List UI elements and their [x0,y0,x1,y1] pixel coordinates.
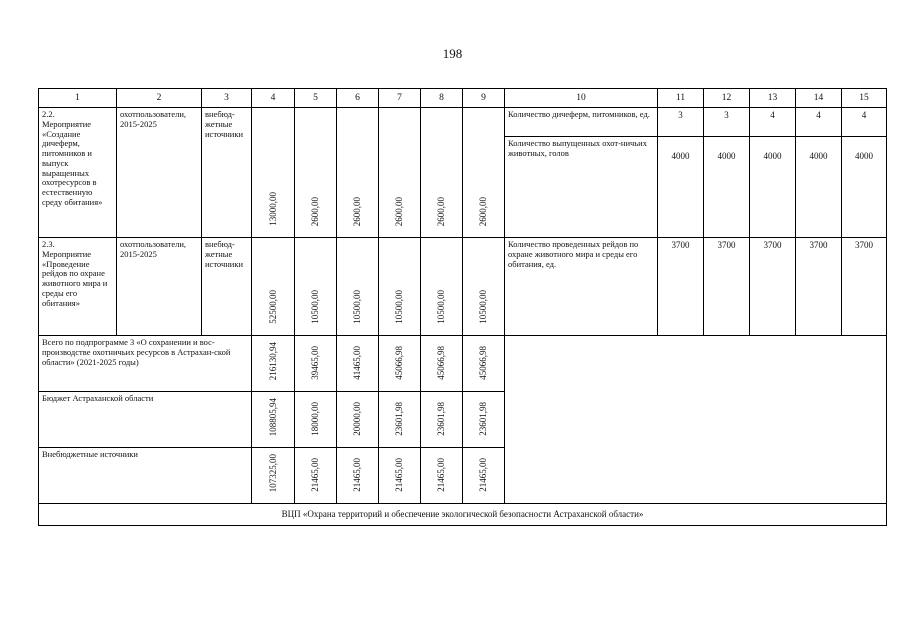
indicator-value: 4000 [796,137,842,238]
col-header: 15 [842,89,887,108]
total-row [39,336,887,392]
amount-cell [421,392,463,448]
indicator-value: 3700 [658,238,704,336]
amount-value: 45066,98 [436,346,447,381]
executor-cell: охотпользователи, 2015-2025 [117,238,202,336]
amount-cell [421,448,463,504]
column-number-row [39,89,887,108]
amount-value: 216130,94 [267,341,278,381]
indicator-name: Количество дичеферм, питомников, ед. [505,108,658,137]
table-row [39,108,887,137]
amount-cell [379,448,421,504]
col-header: 4 [252,89,295,108]
amount-value: 45066,98 [478,346,489,381]
program-title: ВЦП «Охрана территорий и обеспечение экологической безопасности Астраханской области» [39,504,887,526]
indicator-value: 4 [842,108,887,137]
amount-cell [337,448,379,504]
amount-value: 2600,00 [310,196,321,227]
col-header: 8 [421,89,463,108]
amount-value: 21465,00 [352,458,363,493]
amount-value: 41465,00 [352,346,363,381]
amount-value: 20000,00 [352,402,363,437]
amount-value: 10500,00 [436,290,447,325]
empty-cell [505,336,887,504]
amount-value: 52500,00 [267,290,278,325]
amount-cell [295,448,337,504]
amount-value: 45066,98 [394,346,405,381]
amount-cell [252,108,295,238]
amount-cell [295,238,337,336]
amount-value: 10500,00 [478,290,489,325]
col-header: 10 [505,89,658,108]
indicator-value: 3 [658,108,704,137]
program-table [38,88,887,526]
col-header: 9 [463,89,505,108]
amount-value: 21465,00 [436,458,447,493]
total-label: Внебюджетные источники [39,448,252,504]
amount-value: 39465,00 [310,346,321,381]
amount-cell [252,238,295,336]
amount-value: 2600,00 [352,196,363,227]
indicator-value: 3700 [704,238,750,336]
indicator-value: 3700 [796,238,842,336]
indicator-name: Количество проведенных рейдов по охране животного мира и среды его обитания, ед. [505,238,658,336]
amount-cell [421,108,463,238]
indicator-value: 4 [796,108,842,137]
amount-value: 21465,00 [310,458,321,493]
amount-value: 10500,00 [310,290,321,325]
amount-value: 21465,00 [394,458,405,493]
col-header: 11 [658,89,704,108]
total-label: Бюджет Астраханской области [39,392,252,448]
executor-cell: охотпользователи, 2015-2025 [117,108,202,238]
col-header: 2 [117,89,202,108]
indicator-value: 3 [704,108,750,137]
indicator-value: 4 [750,108,796,137]
amount-cell [421,336,463,392]
col-header: 12 [704,89,750,108]
amount-value: 18000,00 [310,402,321,437]
amount-value: 13000,00 [267,192,278,227]
col-header: 7 [379,89,421,108]
col-header: 3 [202,89,252,108]
source-cell: внебюд-жетные источники [202,108,252,238]
indicator-name: Количество выпущенных охот-ничьих животных, голов [505,137,658,238]
amount-value: 2600,00 [478,196,489,227]
table-row [39,238,887,336]
amount-cell [337,108,379,238]
amount-cell [379,108,421,238]
amount-cell [295,336,337,392]
indicator-value: 4000 [750,137,796,238]
source-cell: внебюд-жетные источники [202,238,252,336]
amount-cell [337,392,379,448]
amount-value: 2600,00 [394,196,405,227]
indicator-value: 4000 [658,137,704,238]
event-cell: 2.3. Мероприятие «Проведение рейдов по охране животного мира и среды его обитания» [39,238,117,336]
amount-value: 10500,00 [394,290,405,325]
amount-cell [463,108,505,238]
event-cell: 2.2. Мероприятие «Создание дичеферм, питомников и выпуск выращенных охотресурсов в естественную среду обитания» [39,108,117,238]
amount-value: 108805,94 [267,397,278,437]
amount-cell [463,392,505,448]
indicator-value: 4000 [704,137,750,238]
col-header: 1 [39,89,117,108]
amount-cell [252,336,295,392]
program-footer-row [39,504,887,526]
col-header: 14 [796,89,842,108]
total-label: Всего по подпрограмме 3 «О сохранении и вос-производстве охотничьих ресурсов в Астрахан-ской области» (2021-2025 годы) [39,336,252,392]
amount-cell [463,448,505,504]
col-header: 5 [295,89,337,108]
amount-value: 21465,00 [478,458,489,493]
amount-cell [337,238,379,336]
page-number: 198 [442,46,463,61]
indicator-value: 3700 [842,238,887,336]
amount-value: 10500,00 [352,290,363,325]
indicator-value: 4000 [842,137,887,238]
amount-cell [463,336,505,392]
amount-value: 23601,98 [394,402,405,437]
amount-cell [252,448,295,504]
amount-cell [295,392,337,448]
amount-cell [421,238,463,336]
amount-value: 107325,00 [267,453,278,493]
amount-cell [379,336,421,392]
amount-value: 23601,98 [436,402,447,437]
amount-value: 2600,00 [436,196,447,227]
indicator-value: 3700 [750,238,796,336]
amount-cell [379,238,421,336]
amount-cell [337,336,379,392]
amount-cell [379,392,421,448]
amount-cell [463,238,505,336]
col-header: 6 [337,89,379,108]
amount-cell [295,108,337,238]
amount-value: 23601,98 [478,402,489,437]
amount-cell [252,392,295,448]
col-header: 13 [750,89,796,108]
